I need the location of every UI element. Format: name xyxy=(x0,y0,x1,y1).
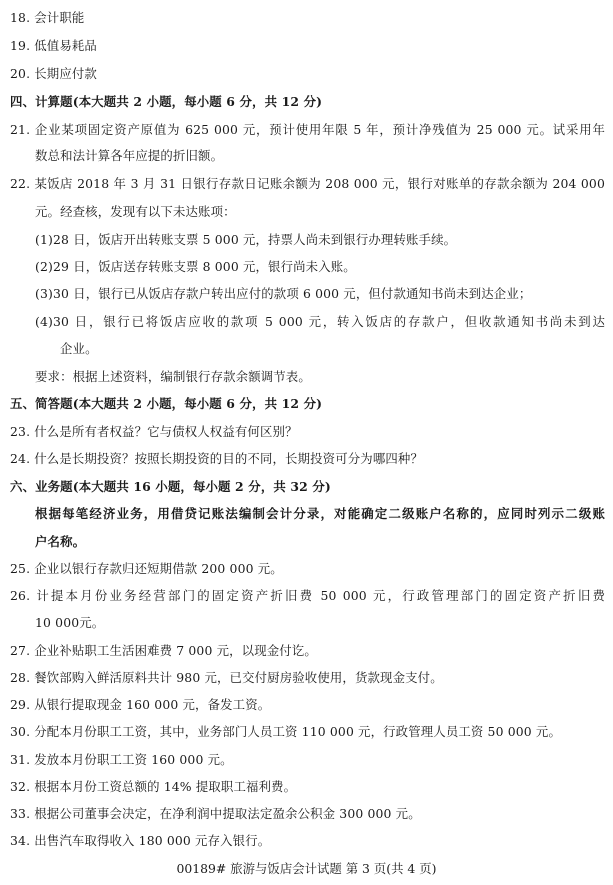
item-24: 24. 什么是长期投资？按照长期投资的目的不同，长期投资可分为哪四种？ xyxy=(10,451,424,466)
item-31: 31. 发放本月份职工工资 160 000 元。 xyxy=(10,752,233,767)
item-22-sub-4-line-1: (4)30 日，银行已将饭店应收的款项 5 000 元，转入饭店的存款户，但收款通知书尚未到达 xyxy=(35,314,605,329)
item-28: 28. 餐饮部购入鲜活原料共计 980 元，已交付厨房验收使用，货款现金支付。 xyxy=(10,670,443,685)
item-22-sub-1: (1)28 日，饭店开出转账支票 5 000 元，持票人尚未到银行办理转账手续。 xyxy=(35,232,457,247)
section-5-heading: 五、简答题(本大题共 2 小题，每小题 6 分，共 12 分) xyxy=(10,396,323,411)
item-20: 20. 长期应付款 xyxy=(10,66,97,81)
item-26-line-1: 26. 计提本月份业务经营部门的固定资产折旧费 50 000 元，行政管理部门的固定资产折旧费 xyxy=(10,588,605,603)
item-23: 23. 什么是所有者权益？它与债权人权益有何区别？ xyxy=(10,424,298,439)
item-22-sub-3: (3)30 日，银行已从饭店存款户转出应付的款项 6 000 元，但付款通知书尚未到达企业； xyxy=(35,286,532,301)
item-22-sub-2: (2)29 日，饭店送存转账支票 8 000 元，银行尚未入账。 xyxy=(35,259,356,274)
item-32: 32. 根据本月份工资总额的 14% 提取职工福利费。 xyxy=(10,779,297,794)
item-27: 27. 企业补贴职工生活困难费 7 000 元，以现金付讫。 xyxy=(10,643,317,658)
section-4-heading: 四、计算题(本大题共 2 小题，每小题 6 分，共 12 分) xyxy=(10,94,323,109)
item-22-requirement: 要求：根据上述资料，编制银行存款余额调节表。 xyxy=(35,369,311,384)
page-footer: 00189# 旅游与饭店会计试题 第 3 页(共 4 页) xyxy=(176,861,437,876)
item-22-sub-4-line-2: 企业。 xyxy=(60,341,98,356)
section-6-heading: 六、业务题(本大题共 16 小题，每小题 2 分，共 32 分) xyxy=(10,479,331,494)
item-18: 18. 会计职能 xyxy=(10,10,85,25)
item-19: 19. 低值易耗品 xyxy=(10,38,97,53)
item-22-line-2: 元。经查核，发现有以下未达账项： xyxy=(35,204,236,219)
item-22-line-1: 22. 某饭店 2018 年 3 月 31 日银行存款日记账余额为 208 000 元，银行对账单的存款余额为 204 000 xyxy=(10,176,605,191)
section-6-instruction-line-1: 根据每笔经济业务，用借贷记账法编制会计分录，对能确定二级账户名称的，应同时列示二级账 xyxy=(35,506,605,521)
item-33: 33. 根据公司董事会决定，在净利润中提取法定盈余公积金 300 000 元。 xyxy=(10,806,421,821)
item-34: 34. 出售汽车取得收入 180 000 元存入银行。 xyxy=(10,833,271,848)
item-29: 29. 从银行提取现金 160 000 元，备发工资。 xyxy=(10,697,271,712)
item-21-line-2: 数总和法计算各年应提的折旧额。 xyxy=(35,148,224,163)
item-30: 30. 分配本月份职工工资，其中，业务部门人员工资 110 000 元，行政管理人员工资 50 000 元。 xyxy=(10,724,561,739)
item-21-line-1: 21. 企业某项固定资产原值为 625 000 元，预计使用年限 5 年，预计净残值为 25 000 元。试采用年 xyxy=(10,122,605,137)
section-6-instruction-line-2: 户名称。 xyxy=(35,534,86,549)
item-26-line-2: 10 000元。 xyxy=(35,615,105,630)
item-25: 25. 企业以银行存款归还短期借款 200 000 元。 xyxy=(10,561,283,576)
